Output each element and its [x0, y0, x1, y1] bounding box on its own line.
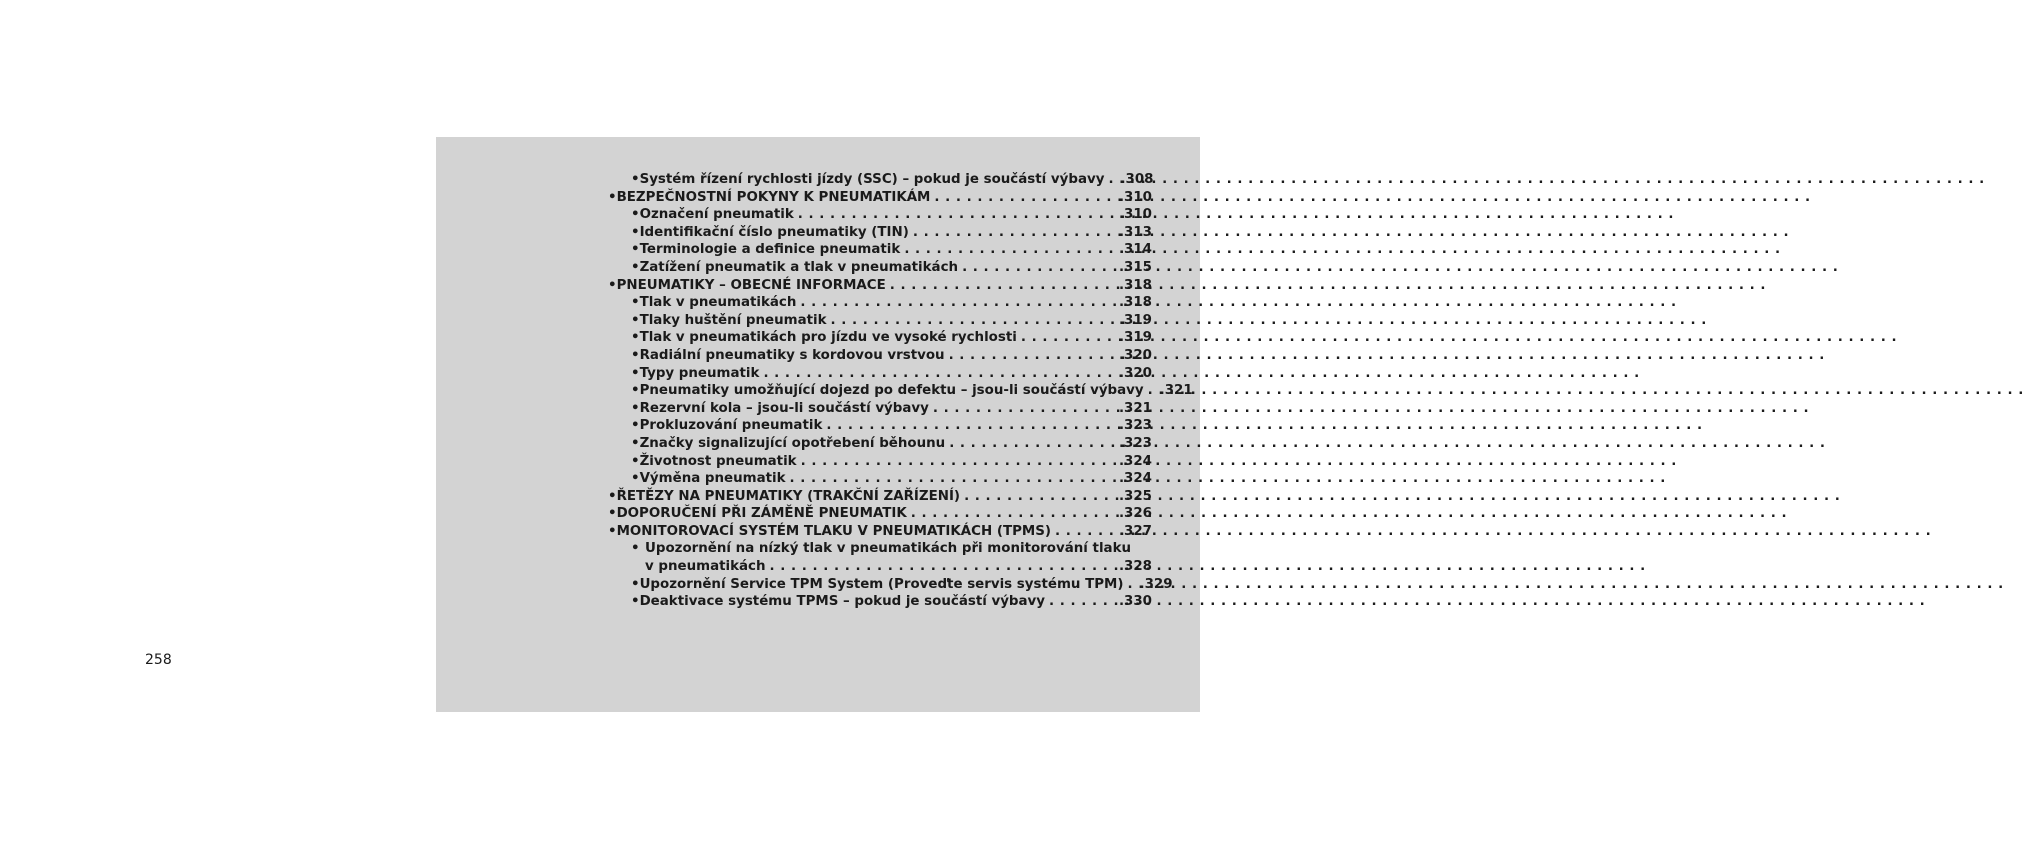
toc-entry-title: Značky signalizující opotřebení běhounu [639, 435, 946, 451]
bullet-icon: • [631, 594, 640, 610]
dot-leader [1108, 171, 1118, 189]
bullet-icon: • [631, 418, 640, 434]
toc-entry [606, 224, 1152, 242]
toc-entry-title: Identifikační číslo pneumatiky (TIN) [639, 224, 909, 240]
toc-entry [606, 400, 1152, 418]
toc-entry-title: Radiální pneumatiky s kordovou vrstvou [639, 347, 945, 363]
toc-entry [606, 171, 1152, 189]
toc-entry-page: .330 [1118, 594, 1152, 610]
dot-leader [933, 400, 1117, 418]
toc-entry-page: .319 [1118, 330, 1152, 346]
toc-entry-page: .323 [1118, 435, 1152, 451]
toc-entry-page: .325 [1118, 488, 1152, 504]
bullet-icon: • [608, 523, 617, 539]
toc-entry-page: .327 [1118, 523, 1152, 539]
toc-entry-title: Typy pneumatik [639, 365, 760, 381]
toc-entry-page: .321 [1159, 383, 1193, 399]
toc-entry-title: Označení pneumatik [639, 207, 794, 223]
toc-entry-title: Terminologie a definice pneumatik [639, 242, 901, 258]
bullet-icon: • [631, 453, 640, 469]
dot-leader [790, 470, 1117, 488]
toc-entry [606, 241, 1152, 259]
toc-entry-title: Výměna pneumatik [639, 471, 786, 487]
toc-entry [606, 435, 1152, 453]
toc-entry-page: .308 [1120, 172, 1154, 187]
toc-entry-title: Systém řízení rychlosti jízdy (SSC) – pokud je součástí výbavy [639, 172, 1105, 187]
toc-entry-page: .313 [1118, 224, 1152, 240]
bullet-icon: • [631, 242, 640, 258]
toc-entry-page: .328 [1118, 559, 1152, 575]
toc-entry [606, 365, 1152, 383]
dot-leader [1148, 382, 1158, 400]
toc-entry-title: Zatížení pneumatik a tlak v pneumatikách [639, 259, 959, 275]
dot-leader [1049, 593, 1117, 611]
toc-entry [606, 540, 1152, 558]
dot-leader [770, 558, 1117, 576]
toc-entry-page: .314 [1118, 242, 1152, 258]
toc-entry-title: BEZPEČNOSTNÍ POKYNY K PNEUMATIKÁM [616, 189, 931, 205]
dot-leader [1128, 576, 1138, 594]
toc-entry-page: .320 [1118, 347, 1152, 363]
table-of-contents [606, 171, 1193, 611]
dot-leader [962, 259, 1117, 277]
toc-entry-title: Prokluzování pneumatik [639, 418, 823, 434]
bullet-icon: • [631, 400, 640, 416]
toc-entry [606, 206, 1152, 224]
toc-entry [606, 523, 1152, 541]
toc-entry-title: Životnost pneumatik [639, 453, 797, 469]
toc-entry-page: .310 [1118, 207, 1152, 223]
toc-entry-title: Tlak v pneumatikách [639, 295, 797, 311]
toc-entry [606, 189, 1152, 207]
toc-entry [606, 576, 1173, 594]
toc-entry-title: DOPORUČENÍ PŘI ZÁMĚNĚ PNEUMATIK [616, 506, 907, 522]
toc-entry-title: Deaktivace systému TPMS – pokud je součástí výbavy [639, 594, 1046, 610]
toc-entry [606, 488, 1152, 506]
toc-entry-title: Tlaky huštění pneumatik [639, 312, 827, 328]
bullet-icon: • [631, 576, 640, 592]
toc-entry-page: .318 [1118, 277, 1152, 293]
dot-leader [934, 189, 1117, 207]
bullet-icon: • [631, 471, 640, 487]
toc-entry [606, 558, 1152, 576]
bullet-icon: • [631, 224, 640, 240]
dot-leader [801, 453, 1117, 471]
dot-leader [826, 417, 1117, 435]
toc-entry-page: .310 [1118, 189, 1152, 205]
bullet-icon: • [631, 541, 640, 557]
toc-entry-title: PNEUMATIKY – OBECNÉ INFORMACE [616, 277, 886, 293]
toc-entry-title: MONITOROVACÍ SYSTÉM TLAKU V PNEUMATIKÁCH (TPMS) [616, 523, 1051, 539]
toc-entry [606, 277, 1152, 295]
dot-leader [911, 505, 1117, 523]
toc-entry [606, 453, 1152, 471]
page-number: 258 [145, 652, 172, 668]
toc-entry [606, 294, 1152, 312]
toc-entry-page: .315 [1118, 259, 1152, 275]
toc-entry [606, 312, 1152, 330]
toc-entry-page: .324 [1118, 471, 1152, 487]
toc-entry-page: .326 [1118, 506, 1152, 522]
bullet-icon: • [608, 488, 617, 504]
toc-entry-title: Pneumatiky umožňující dojezd po defektu – jsou-li součástí výbavy [639, 383, 1144, 399]
bullet-icon: • [631, 207, 640, 223]
bullet-icon: • [631, 330, 640, 346]
dot-leader [890, 277, 1117, 295]
toc-entry [606, 417, 1152, 435]
toc-entry [606, 470, 1152, 488]
bullet-icon: • [631, 347, 640, 363]
bullet-icon: • [631, 295, 640, 311]
toc-entry [606, 505, 1152, 523]
dot-leader [1055, 523, 1117, 541]
toc-entry [606, 347, 1152, 365]
bullet-icon: • [631, 383, 640, 399]
toc-entry [606, 259, 1152, 277]
dot-leader [964, 488, 1117, 506]
toc-entry-title: Upozornění Service TPM System (Proveďte servis systému TPM) [639, 576, 1124, 592]
dot-leader [800, 294, 1117, 312]
toc-entry-title: ŘETĚZY NA PNEUMATIKY (TRAKČNÍ ZAŘÍZENÍ) [616, 488, 961, 504]
bullet-icon: • [631, 172, 640, 187]
toc-entry-title: Rezervní kola – jsou-li součástí výbavy [639, 400, 929, 416]
toc-entry-page: .320 [1118, 365, 1152, 381]
bullet-icon: • [608, 277, 617, 293]
bullet-icon: • [608, 506, 617, 522]
toc-entry-page: .323 [1118, 418, 1152, 434]
toc-entry [606, 593, 1152, 611]
toc-entry-title: v pneumatikách [645, 559, 766, 575]
toc-entry-page: .324 [1118, 453, 1152, 469]
dot-leader [1021, 329, 1117, 347]
dot-leader [949, 435, 1117, 453]
bullet-icon: • [631, 365, 640, 381]
toc-entry-title: Tlak v pneumatikách pro jízdu ve vysoké rychlosti [639, 330, 1017, 346]
toc-entry [606, 329, 1152, 347]
toc-entry-page: .318 [1118, 295, 1152, 311]
toc-entry [606, 382, 1193, 400]
dot-leader [798, 206, 1117, 224]
dot-leader [763, 365, 1117, 383]
toc-entry-page: .321 [1118, 400, 1152, 416]
dot-leader [831, 312, 1117, 330]
bullet-icon: • [631, 312, 640, 328]
dot-leader [913, 224, 1117, 242]
dot-leader [949, 347, 1117, 365]
bullet-icon: • [631, 259, 640, 275]
dot-leader [904, 241, 1117, 259]
toc-entry-page: .329 [1139, 576, 1173, 592]
bullet-icon: • [631, 435, 640, 451]
bullet-icon: • [608, 189, 617, 205]
toc-entry-page: .319 [1118, 312, 1152, 328]
toc-entry-title: Upozornění na nízký tlak v pneumatikách při monitorování tlaku [645, 541, 1132, 557]
